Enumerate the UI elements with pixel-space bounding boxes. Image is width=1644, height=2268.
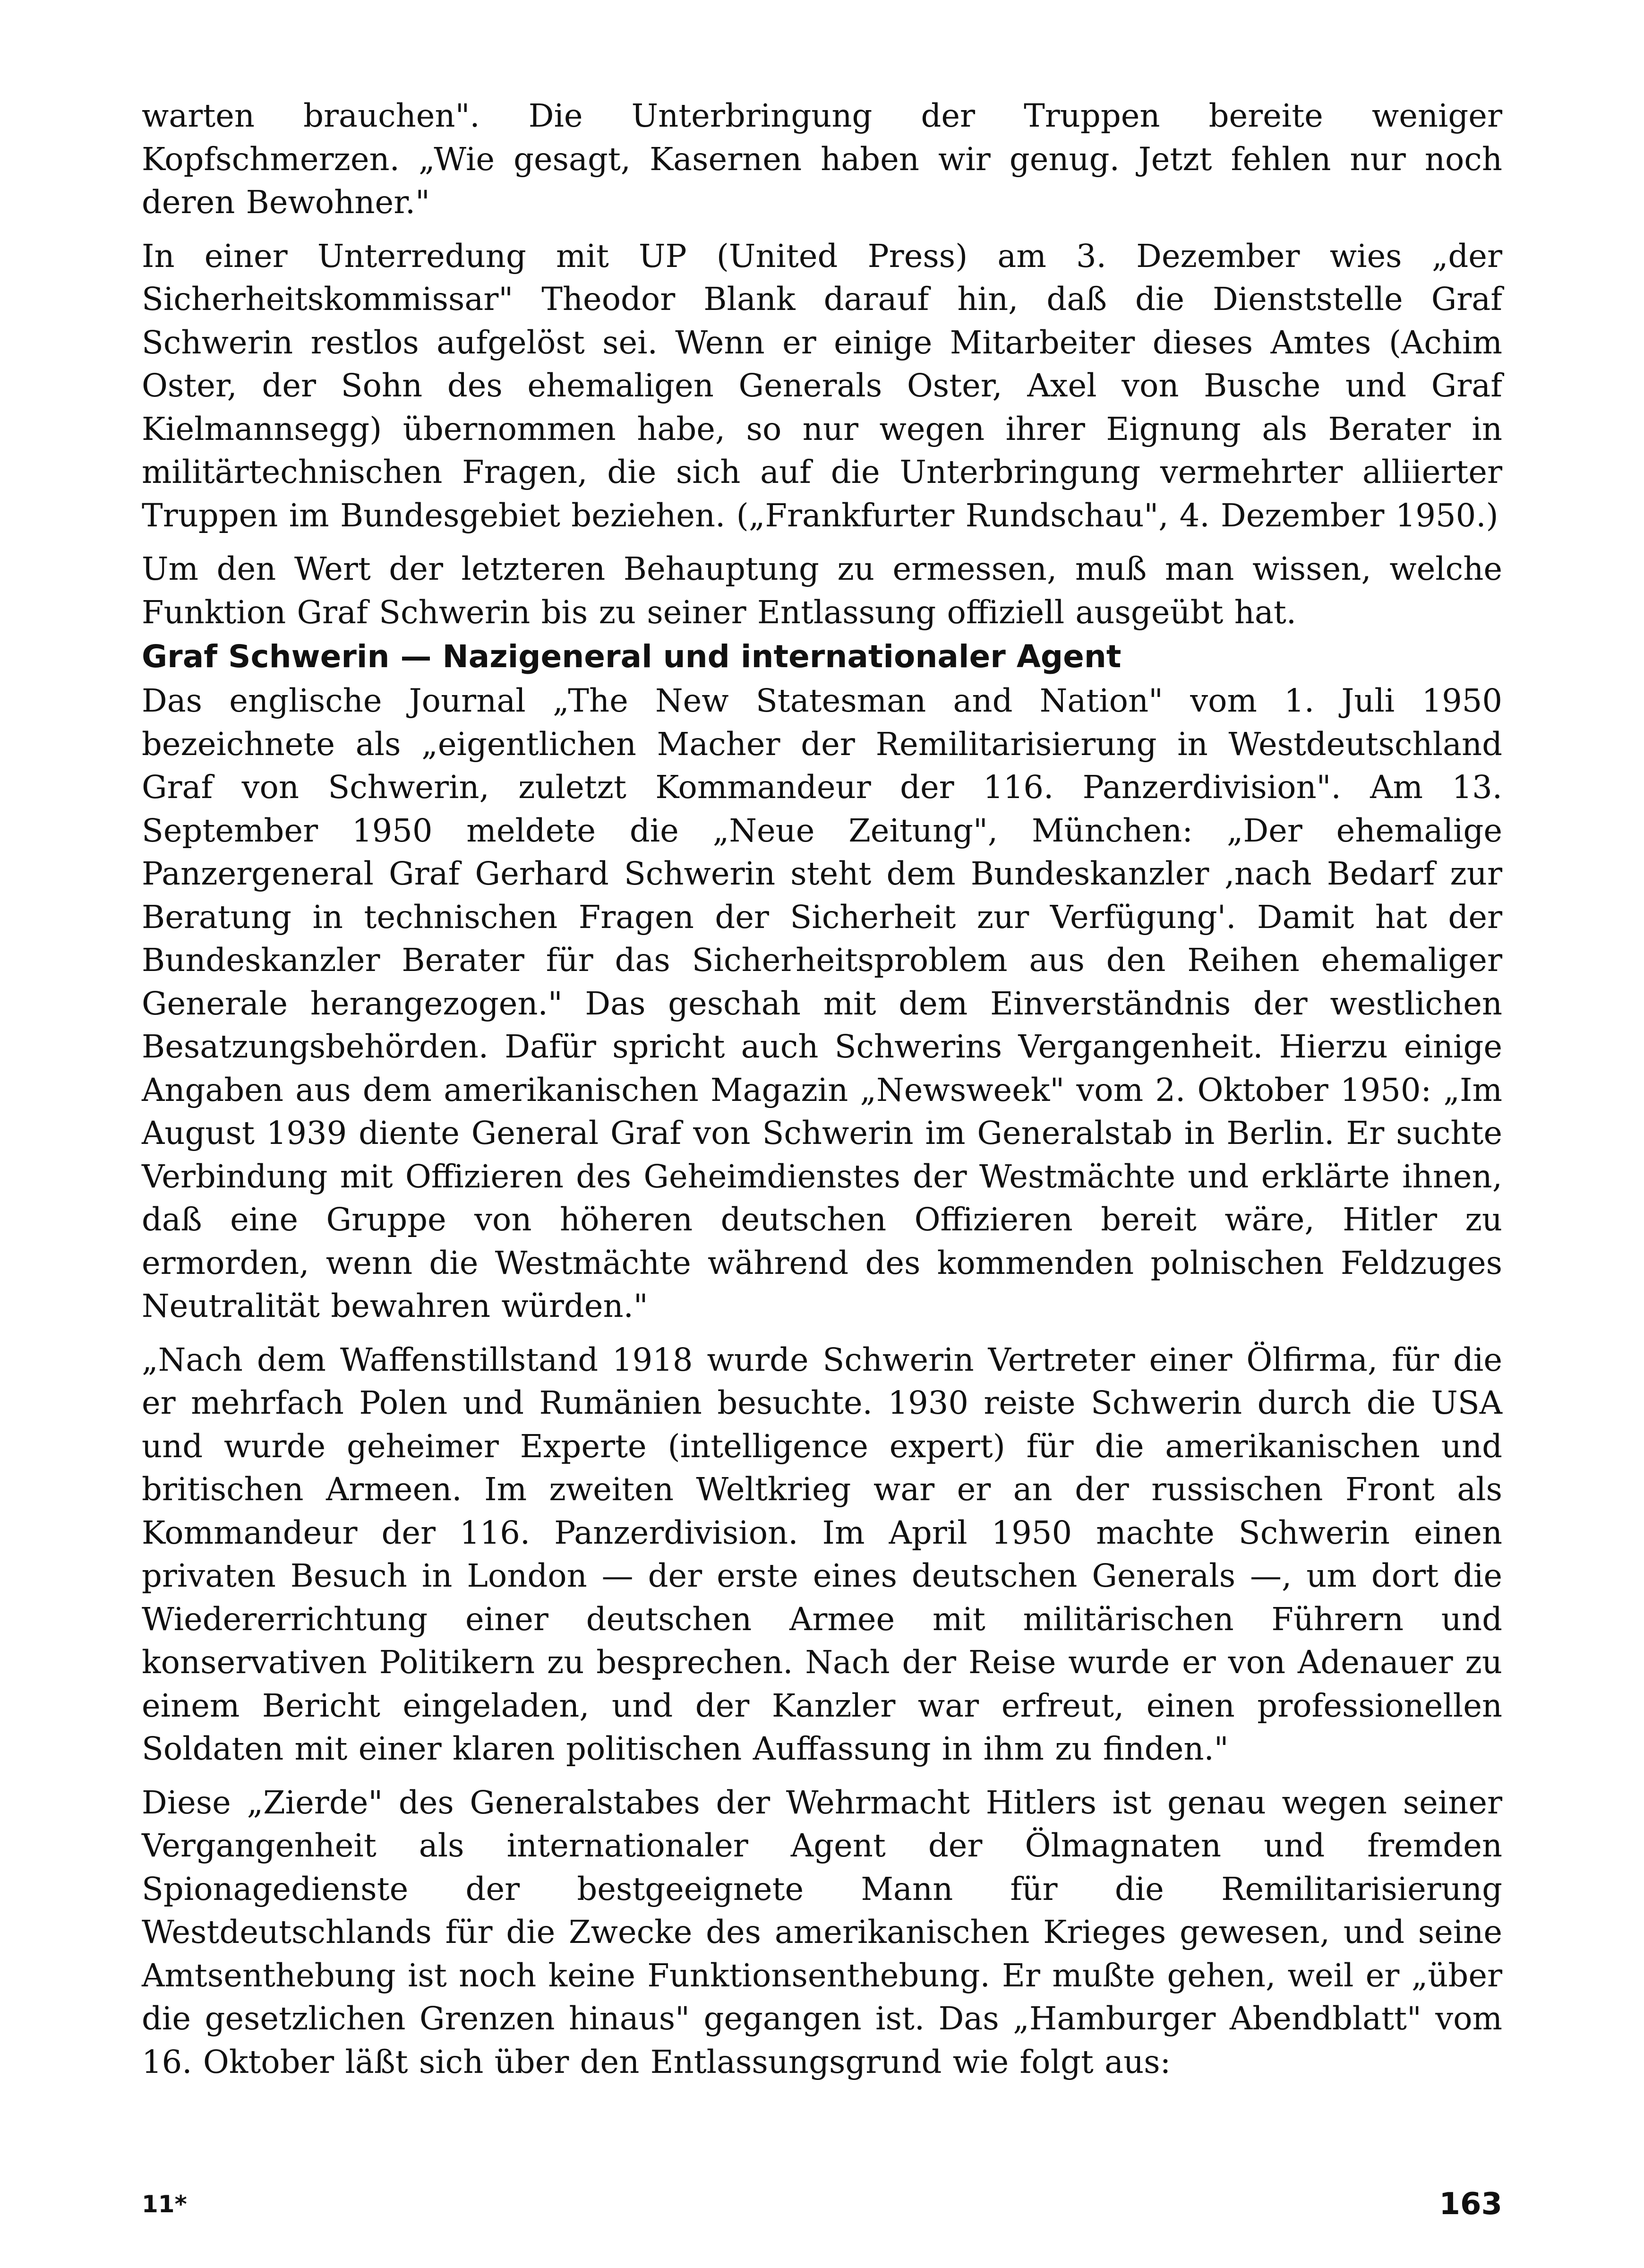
paragraph-function-question: Um den Wert der letzteren Behauptung zu ermessen, muß man wissen, welche Funktion Graf Schwerin bis zu seiner Entlassung offiziell ausgeübt hat.	[142, 550, 1502, 631]
page-number: 163	[1439, 2187, 1502, 2222]
paragraph-troop-housing: warten brauchen". Die Unterbringung der Truppen bereite weniger Kopfschmerzen. „Wie gesagt, Kasernen haben wir genug. Jetzt fehlen nur noch deren Bewohner."	[142, 97, 1502, 221]
paragraph-waffenstillstand: „Nach dem Waffenstillstand 1918 wurde Schwerin Vertreter einer Ölfirma, für die er mehrfach Polen und Rumänien besuchte. 1930 reiste Schwerin durch die USA und wurde geheimer Experte (intelligence expert) für die amerikanischen und britischen Armeen. Im zweiten Weltkrieg war er an der russischen Front als Kommandeur der 116. Panzerdivision. Im April 1950 machte Schwerin einen privaten Besuch in London — der erste eines deutschen Generals —, um dort die Wiedererrichtung einer deutschen Armee mit militärischen Führern und konservativen Politikern zu besprechen. Nach der Reise wurde er von Adenauer zu einem Bericht eingeladen, und der Kanzler war erfreut, einen professionellen Soldaten mit einer klaren politischen Auffassung in ihm zu finden."	[142, 1341, 1502, 1767]
page-footer	[142, 2187, 1502, 2225]
signature-mark: 11*	[142, 2191, 187, 2218]
paragraph-blank-interview: In einer Unterredung mit UP (United Press) am 3. Dezember wies „der Sicherheitskommissar" Theodor Blank darauf hin, daß die Dienststelle Graf Schwerin restlos aufgelöst sei. Wenn er einige Mitarbeiter dieses Amtes (Achim Oster, der Sohn des ehemaligen Generals Oster, Axel von Busche und Graf Kielmannsegg) übernommen habe, so nur wegen ihrer Eignung als Berater in militärtechnischen Fragen, die sich auf die Unterbringung vermehrter alliierter Truppen im Bundesgebiet beziehen. („Frankfurter Rundschau", 4. Dezember 1950.)	[142, 237, 1502, 534]
paragraph-zierde: Diese „Zierde" des Generalstabes der Wehrmacht Hitlers ist genau wegen seiner Vergangenheit als internationaler Agent der Ölmagnaten und fremden Spionagedienste der bestgeeignete Mann für die Remilitarisierung Westdeutschlands für die Zwecke des amerikanischen Krieges gewesen, und seine Amtsenthebung ist noch keine Funktionsenthebung. Er mußte gehen, weil er „über die gesetzlichen Grenzen hinaus" gegangen ist. Das „Hamburger Abendblatt" vom 16. Oktober läßt sich über den Entlassungsgrund wie folgt aus:	[142, 1784, 1502, 2080]
section-heading: Graf Schwerin — Nazigeneral und internationaler Agent	[142, 638, 1122, 675]
paragraph-new-statesman: Das englische Journal „The New Statesman and Nation" vom 1. Juli 1950 bezeichnete als „eigentlichen Macher der Remilitarisierung in Westdeutschland Graf von Schwerin, zuletzt Kommandeur der 116. Panzerdivision". Am 13. September 1950 meldete die „Neue Zeitung", München: „Der ehemalige Panzergeneral Graf Gerhard Schwerin steht dem Bundeskanzler ‚nach Bedarf zur Beratung in technischen Fragen der Sicherheit zur Verfügung'. Damit hat der Bundeskanzler Berater für das Sicherheitsproblem aus den Reihen ehemaliger Generale herangezogen." Das geschah mit dem Einverständnis der westlichen Besatzungsbehörden. Dafür spricht auch Schwerins Vergangenheit. Hierzu einige Angaben aus dem amerikanischen Magazin „Newsweek" vom 2. Oktober 1950: „Im August 1939 diente General Graf von Schwerin im Generalstab in Berlin. Er suchte Verbindung mit Offizieren des Geheimdienstes der Westmächte und erklärte ihnen, daß eine Gruppe von höheren deutschen Offizieren bereit wäre, Hitler zu ermorden, wenn die Westmächte während des kommenden polnischen Feldzuges Neutralität bewahren würden."	[142, 682, 1502, 1324]
page-body	[142, 94, 1502, 2183]
